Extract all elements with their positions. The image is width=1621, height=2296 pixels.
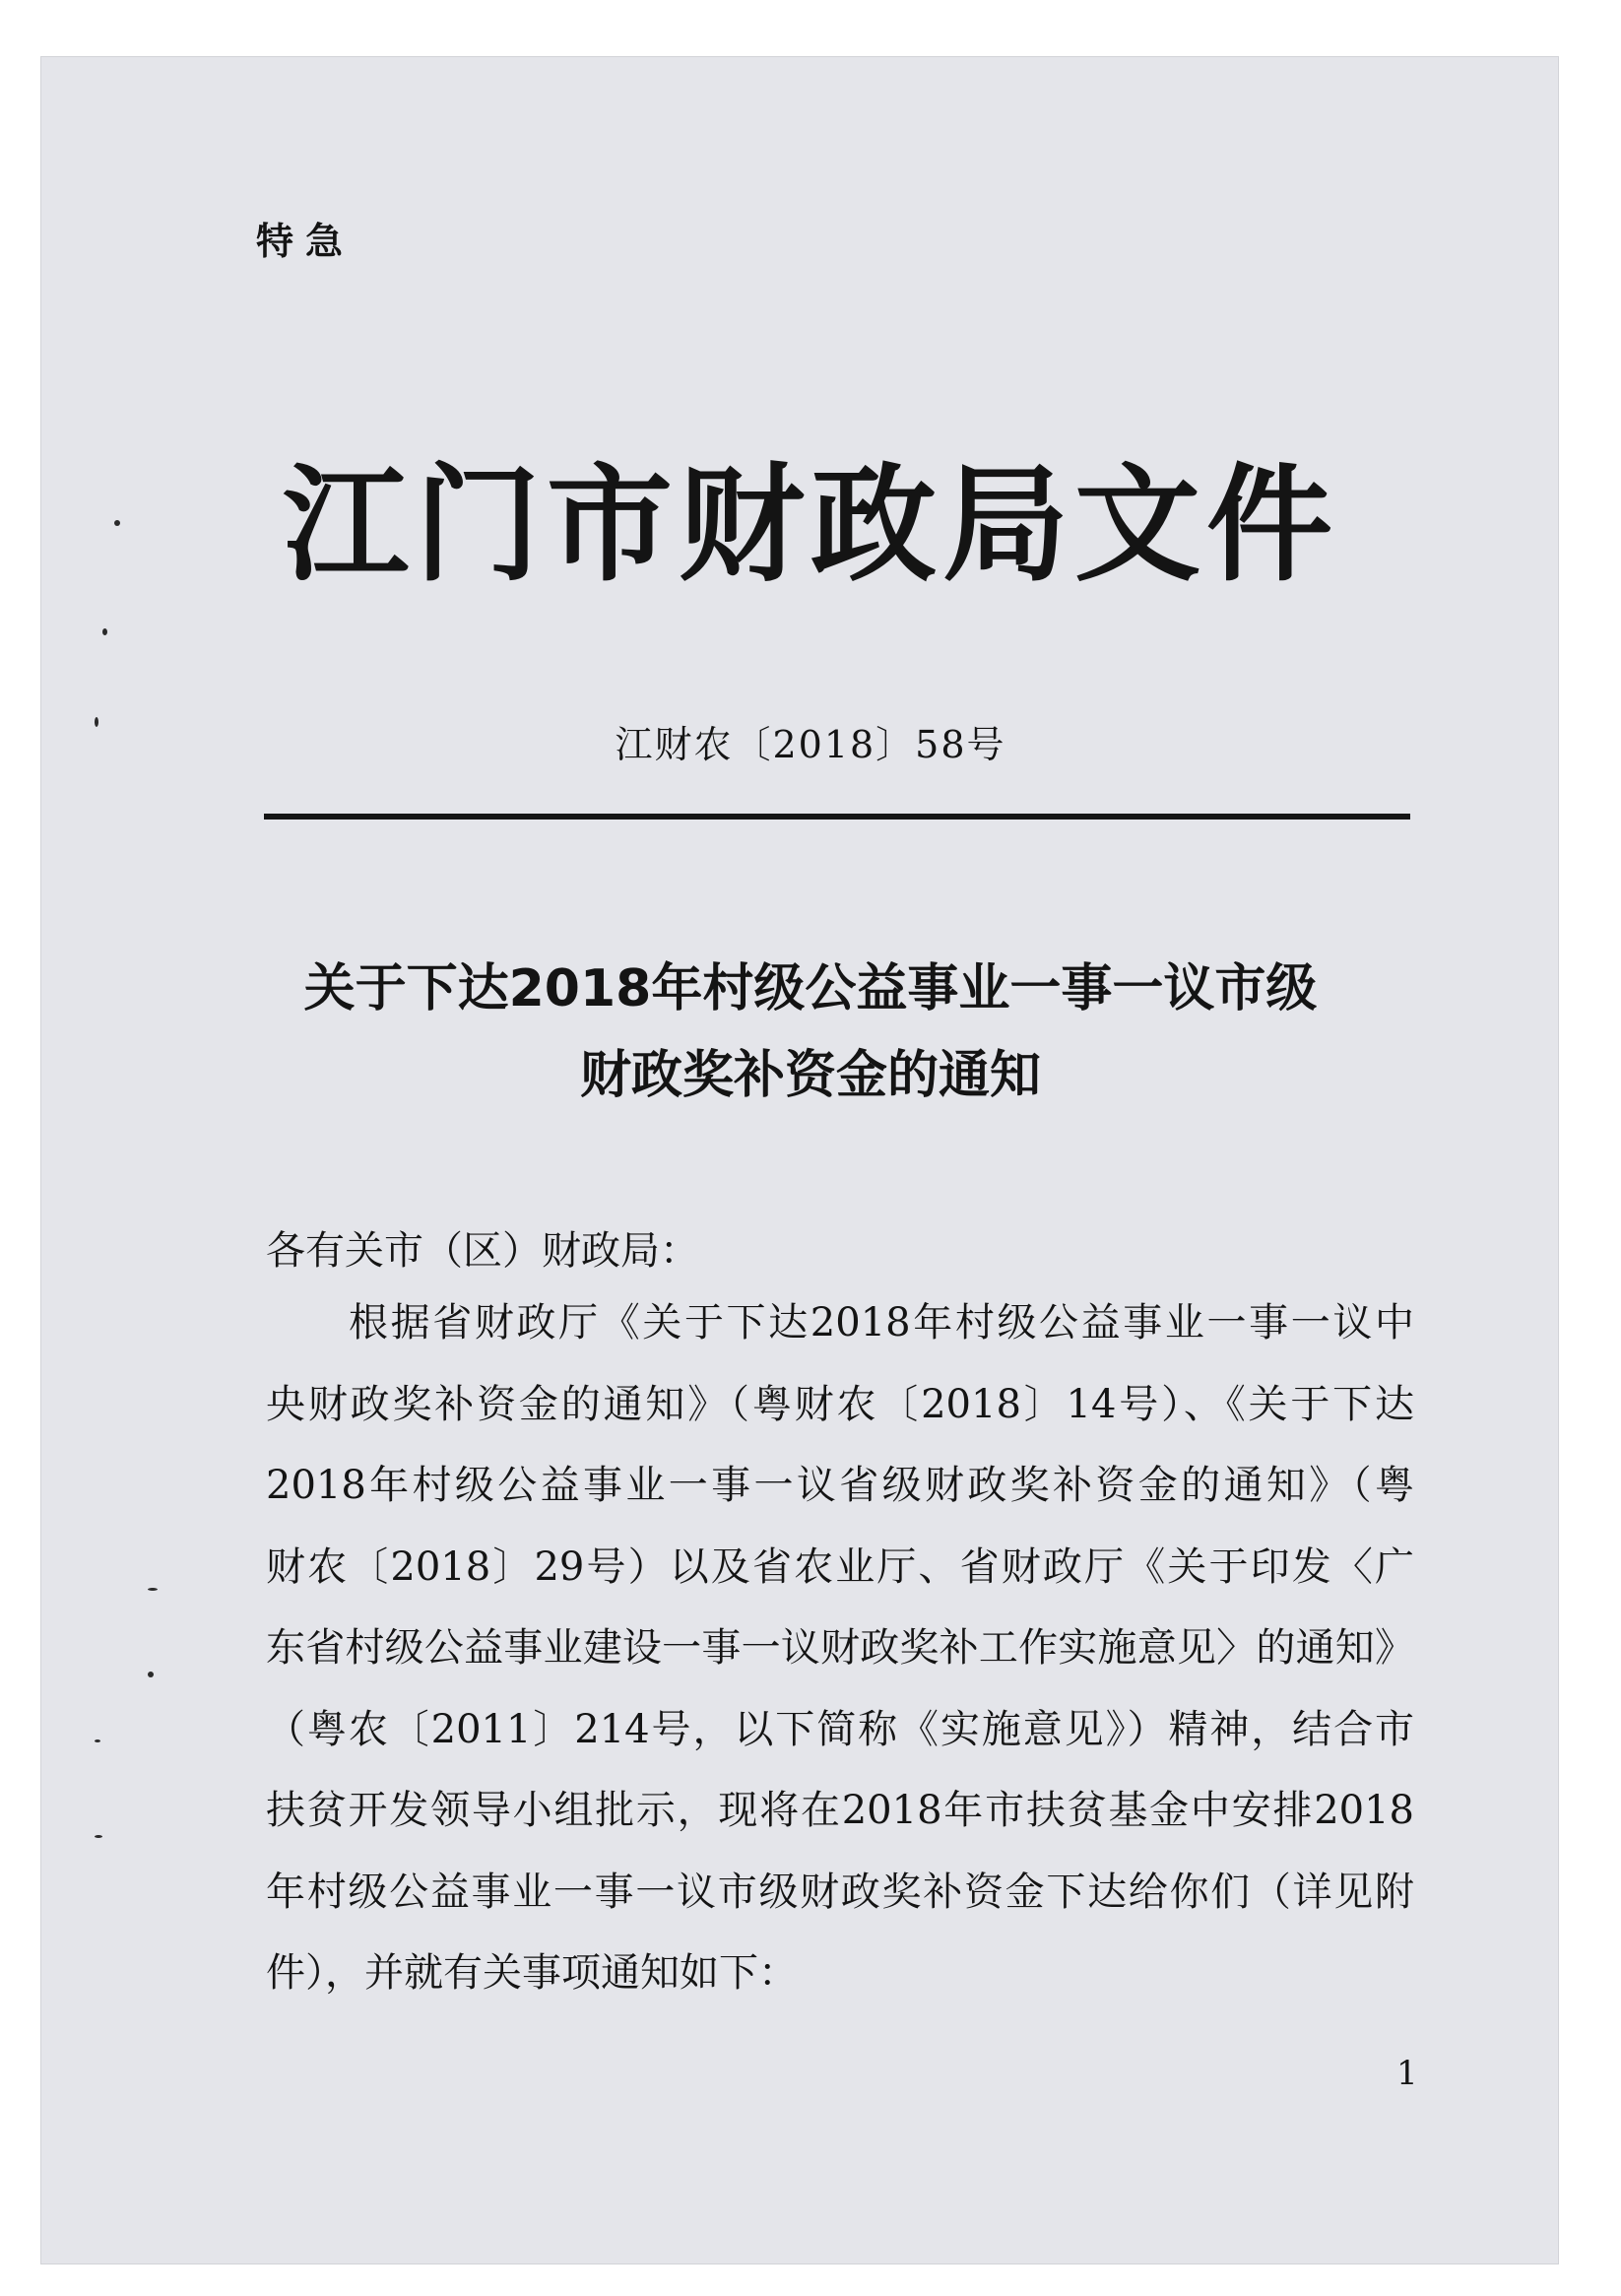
scan-speck bbox=[102, 628, 107, 635]
salutation: 各有关市（区）财政局： bbox=[266, 1228, 699, 1274]
scan-speck bbox=[148, 1588, 158, 1591]
body-line: （粤农〔2011〕214号，以下简称《实施意见》）精神，结合市 bbox=[266, 1706, 1414, 1752]
subject-line: 关于下达2018年村级公益事业一事一议市级 bbox=[303, 959, 1318, 1018]
body-line: 根据省财政厅《关于下达2018年村级公益事业一事一议中 bbox=[349, 1300, 1414, 1345]
document-subject bbox=[0, 946, 1621, 1119]
body-line: 财农〔2018〕29号）以及省农业厅、省财政厅《关于印发〈广 bbox=[266, 1543, 1414, 1590]
agency-title: 江门市财政局文件 bbox=[282, 451, 1338, 599]
subject-line: 财政奖补资金的通知 bbox=[579, 1046, 1041, 1105]
header-divider bbox=[264, 814, 1410, 820]
page-number: 1 bbox=[1396, 2054, 1418, 2093]
body-text bbox=[266, 1282, 1414, 2014]
document-number: 江财农〔2018〕58号 bbox=[615, 723, 1006, 766]
body-line: 件），并就有关事项通知如下： bbox=[266, 1950, 798, 1996]
body-line: 扶贫开发领导小组批示，现将在2018年市扶贫基金中安排2018 bbox=[266, 1788, 1414, 1833]
scan-speck bbox=[95, 1835, 102, 1838]
body-line: 2018年村级公益事业一事一议省级财政奖补资金的通知》（粤 bbox=[266, 1463, 1414, 1508]
urgency-marker: 特急 bbox=[256, 220, 356, 263]
body-line: 年村级公益事业一事一议市级财政奖补资金下达给你们（详见附 bbox=[266, 1869, 1414, 1915]
body-line: 东省村级公益事业建设一事一议财政奖补工作实施意见〉的通知》 bbox=[266, 1625, 1414, 1671]
scan-speck bbox=[148, 1672, 154, 1677]
scan-speck bbox=[95, 1739, 100, 1742]
body-line: 央财政奖补资金的通知》（粤财农〔2018〕14号）、《关于下达 bbox=[266, 1381, 1414, 1427]
